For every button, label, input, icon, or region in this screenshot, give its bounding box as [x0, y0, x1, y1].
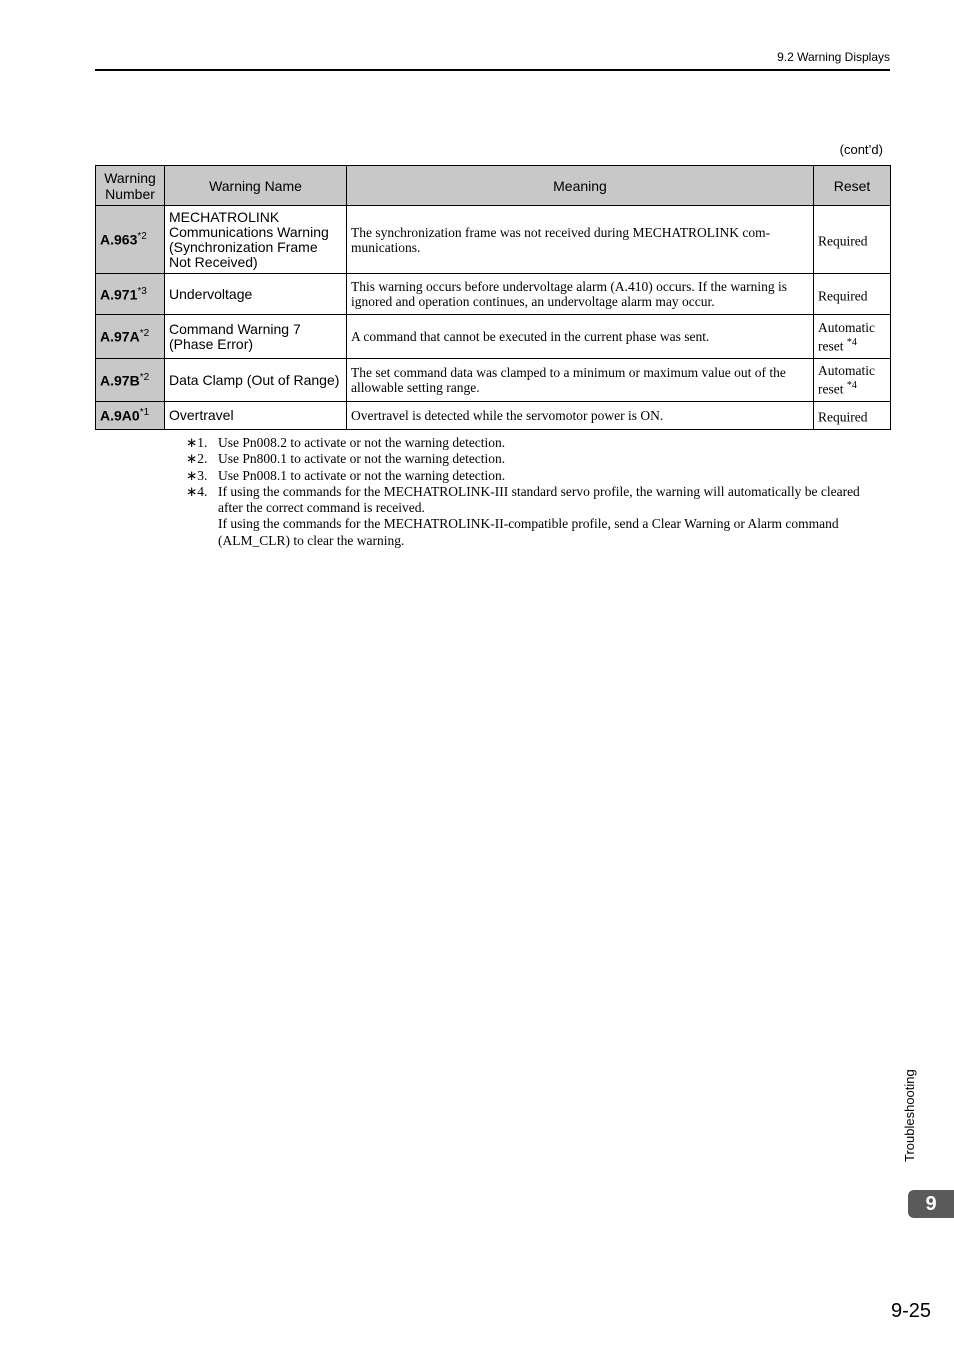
warning-number: A.971$^{*3}$ [96, 274, 165, 315]
warning-reset: Automatic reset $^{*4}$ [814, 315, 891, 359]
warning-name: Command Warning 7 (Phase Error) [165, 315, 347, 359]
footnote-text: If using the commands for the MECHATROLINK-III standard servo profile, the warning will automatically be cleared after the correct command is received. [218, 483, 860, 516]
chapter-number: 9 [925, 1192, 937, 1215]
chapter-side-label: Troubleshooting [902, 1069, 917, 1162]
warning-reset: Automatic reset $^{*4}$ [814, 359, 891, 402]
footnote-text: Use Pn008.2 to activate or not the warning detection. [218, 435, 506, 450]
warning-name: Undervoltage [165, 274, 347, 315]
footnote [186, 435, 886, 451]
footnote-mark: ∗3. [186, 467, 208, 483]
warning-number: A.9A0$^{*1}$ [96, 402, 165, 430]
header-rule [95, 69, 890, 71]
warning-reset: Required [814, 206, 891, 274]
warning-table [95, 165, 891, 430]
footnote-text: Use Pn008.1 to activate or not the warning detection. [218, 467, 506, 483]
warning-reset: Required [814, 274, 891, 315]
table-header-row [96, 166, 891, 206]
footnote-mark: ∗4. [186, 483, 208, 499]
warning-meaning: A command that cannot be executed in the current phase was sent. [347, 315, 814, 359]
footnote-mark: ∗2. [186, 451, 208, 467]
warning-meaning: The set command data was clamped to a minimum or maximum value out of the allowable setting range. [347, 359, 814, 402]
table-row [96, 359, 891, 402]
warning-name: Overtravel [165, 402, 347, 430]
col-meaning: Meaning [347, 166, 814, 206]
footnote-text-continued: If using the commands for the MECHATROLINK-II-compatible profile, send a Clear Warning or Alarm command (ALM_CLR) to clear the warning. [218, 516, 839, 548]
table-row [96, 274, 891, 315]
warning-number: A.963$^{*2}$ [96, 206, 165, 274]
col-reset: Reset [814, 166, 891, 206]
warning-meaning: This warning occurs before undervoltage alarm (A.410) occurs. If the warning is ignored and operation continues, an undervoltage alarm may occur. [347, 274, 814, 315]
continued-label: (cont’d) [839, 142, 883, 157]
warning-number: $A.97A^{*2}$ [96, 315, 165, 359]
col-warning-number: Warning Number [96, 166, 165, 206]
page-number: 9-25 [890, 1300, 931, 1322]
table-row [96, 402, 891, 430]
table-row [96, 206, 891, 274]
footnote [186, 468, 886, 484]
footnote [186, 451, 886, 467]
footnote-mark: ∗1. [186, 435, 208, 450]
chapter-tab [908, 1190, 954, 1218]
table-row [96, 315, 891, 359]
footnote [186, 484, 886, 549]
warning-meaning: The synchronization frame was not received during MECHATROLINK com- munications. [347, 206, 814, 274]
footnotes [186, 435, 886, 549]
warning-name: MECHATROLINK Communications Warning (Synchronization Frame Not Received) [165, 206, 347, 274]
running-header: 9.2 Warning Displays [777, 50, 890, 64]
warning-number: $A.97B^{*2}$ [96, 359, 165, 402]
warning-meaning: Overtravel is detected while the servomotor power is ON. [347, 402, 814, 430]
col-warning-name: Warning Name [165, 166, 347, 206]
warning-reset: Required [814, 402, 891, 430]
footnote-text: Use Pn800.1 to activate or not the warning detection. [218, 451, 506, 467]
warning-name: Data Clamp (Out of Range) [165, 359, 347, 402]
